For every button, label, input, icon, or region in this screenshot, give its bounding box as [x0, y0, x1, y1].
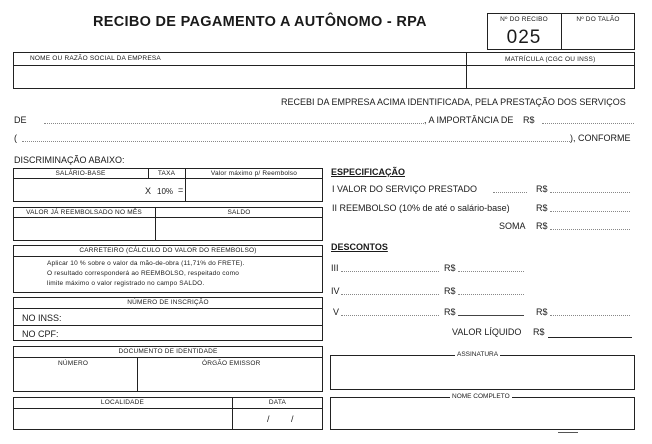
soma-label: SOMA [499, 221, 526, 231]
desconto-v-value[interactable] [458, 315, 524, 316]
inscricao-title: NÚMERO DE INSCRIÇÃO [127, 299, 209, 306]
equals-sign: = [178, 185, 184, 195]
desconto-v-currency: R$ [444, 307, 456, 317]
valor-liquido-field[interactable] [548, 337, 632, 338]
form-title: RECIBO DE PAGAMENTO A AUTÔNOMO - RPA [93, 14, 427, 30]
amount-currency: R$ [523, 115, 535, 125]
numero-label: NÚMERO [58, 360, 89, 367]
valor-liquido-label: VALOR LÍQUIDO [452, 327, 522, 337]
servico-label: I VALOR DO SERVIÇO PRESTADO [332, 184, 478, 194]
desconto-iii-field[interactable] [341, 271, 439, 272]
carreteiro-title: CARRETEIRO (CÁLCULO DO VALOR DO REEMBOLSO) [79, 247, 257, 254]
amount-words-open: ( [14, 133, 17, 143]
saldo-label: SALDO [227, 209, 251, 216]
date-separator-1: / [267, 414, 270, 424]
reembolso-value-field[interactable] [550, 211, 630, 212]
full-name-label: NOME COMPLETO [452, 393, 510, 400]
data-label: DATA [268, 399, 287, 406]
receipt-number: 025 [506, 27, 542, 48]
salario-base-label: SALÁRIO-BASE [55, 170, 106, 177]
soma-value-field[interactable] [550, 229, 630, 230]
full-name-box[interactable] [330, 397, 635, 430]
times-sign: X [145, 186, 152, 196]
amount-words-field[interactable] [22, 141, 570, 142]
inss-label: NO INSS: [22, 313, 62, 323]
carreteiro-line1: Aplicar 10 % sobre o valor da mão-de-obra (11,71% do FRETE). [47, 260, 245, 267]
desconto-iv-value[interactable] [458, 294, 524, 295]
total-descontos-field[interactable] [550, 315, 630, 316]
signature-box[interactable] [330, 355, 635, 390]
booklet-number-label: Nº DO TALÃO [576, 16, 620, 23]
date-separator-2: / [291, 414, 294, 424]
amount-label: , A IMPORTÂNCIA DE [424, 115, 514, 125]
desconto-iii-currency: R$ [444, 263, 456, 273]
soma-currency: R$ [536, 221, 548, 231]
declaration-line: RECEBI DA EMPRESA ACIMA IDENTIFICADA, PELA PRESTAÇÃO DOS SERVIÇOS [281, 97, 626, 107]
signature-label: ASSINATURA [457, 351, 499, 358]
desconto-v-field[interactable] [341, 315, 439, 316]
taxa-label: TAXA [157, 170, 176, 177]
total-descontos-currency: R$ [536, 307, 548, 317]
desconto-iv-label: IV [331, 286, 340, 296]
company-name-label: NOME OU RAZÃO SOCIAL DA EMPRESA [30, 55, 161, 62]
especificacao-title: ESPECIFICAÇÃO [331, 167, 406, 177]
valor-liquido-currency: R$ [533, 327, 545, 337]
desconto-iv-field[interactable] [341, 294, 439, 295]
descontos-title: DESCONTOS [331, 242, 388, 252]
reembolso-currency: R$ [536, 203, 548, 213]
localidade-label: LOCALIDADE [100, 399, 145, 406]
conforme-label: ), CONFORME [570, 133, 631, 143]
cpf-label: NO CPF: [22, 329, 59, 339]
desconto-iii-label: III [331, 263, 339, 273]
rate-value: 10% [157, 187, 174, 196]
identidade-title: DOCUMENTO DE IDENTIDADE [118, 348, 218, 355]
servico-value-field[interactable] [550, 192, 630, 193]
carreteiro-line3: limite máximo o valor registrado no campo SALDO. [47, 280, 205, 287]
service-de-label: DE [14, 115, 27, 125]
orgao-label: ÓRGÃO EMISSOR [202, 360, 261, 367]
service-description-field[interactable] [44, 123, 424, 124]
valor-maximo-label: Valor máximo p/ Reembolso [210, 170, 298, 177]
receipt-number-label: Nº DO RECIBO [500, 16, 548, 23]
registration-label: MATRÍCULA (CGC OU INSS) [505, 56, 596, 63]
reimbursed-label: VALOR JÁ REEMBOLSADO NO MÊS [26, 209, 142, 216]
amount-field[interactable] [542, 123, 634, 124]
desconto-iv-currency: R$ [444, 286, 456, 296]
reembolso-spec-label: II REEMBOLSO (10% de até o salário-base) [332, 203, 510, 213]
discriminacao-label: DISCRIMINAÇÃO ABAIXO: [14, 155, 125, 165]
desconto-v-label: V [333, 307, 340, 317]
servico-currency: R$ [536, 184, 548, 194]
carreteiro-line2: O resultado corresponderá ao REEMBOLSO, respeitado como [47, 270, 240, 277]
desconto-iii-value[interactable] [458, 271, 524, 272]
